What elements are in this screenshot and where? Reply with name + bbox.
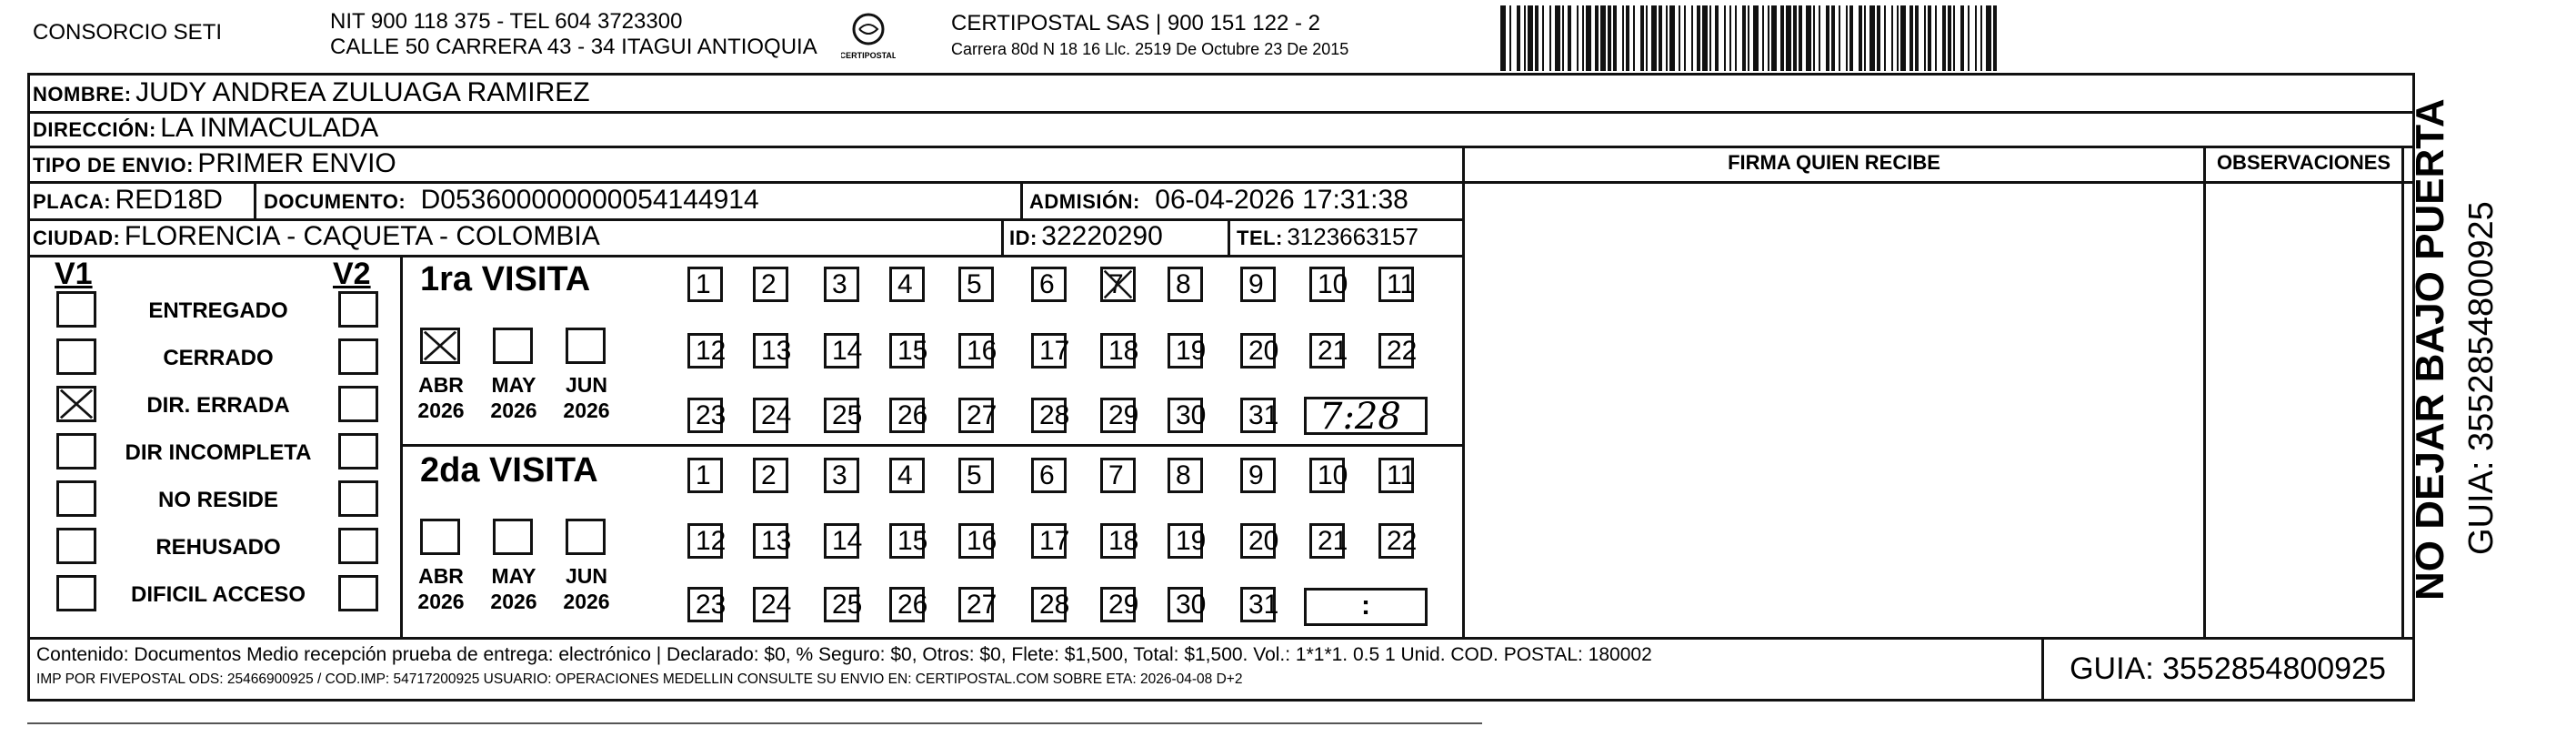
nombre-row bbox=[33, 76, 590, 109]
second-visit-time-box[interactable] bbox=[1304, 588, 1428, 626]
day-number: 20 bbox=[1248, 526, 1279, 556]
day-number: 2 bbox=[761, 269, 777, 299]
v2-checkbox[interactable] bbox=[338, 575, 378, 611]
day-15-box[interactable] bbox=[889, 333, 928, 368]
barcode bbox=[1500, 5, 2223, 71]
day-22-box[interactable] bbox=[1378, 333, 1418, 368]
day-18-box[interactable] bbox=[1100, 333, 1139, 368]
day-number: 10 bbox=[1318, 269, 1348, 299]
day-number: 25 bbox=[832, 400, 863, 430]
day-4-box[interactable] bbox=[889, 458, 925, 493]
day-12-box[interactable] bbox=[687, 523, 727, 559]
day-number: 13 bbox=[761, 526, 792, 556]
day-number: 22 bbox=[1387, 526, 1418, 556]
status-label: DIFICIL ACCESO bbox=[130, 582, 306, 607]
v2-label: V2 bbox=[333, 257, 371, 291]
day-22-box[interactable] bbox=[1378, 523, 1418, 559]
day-number: 4 bbox=[897, 269, 913, 299]
v1-checkbox[interactable] bbox=[56, 291, 96, 328]
tel-label: TEL: bbox=[1237, 227, 1283, 249]
year-label: 2026 bbox=[563, 399, 610, 422]
day-number: 24 bbox=[761, 590, 792, 620]
day-number: 30 bbox=[1176, 400, 1207, 430]
documento-label: DOCUMENTO: bbox=[264, 190, 406, 213]
day-number: 11 bbox=[1387, 460, 1416, 490]
day-number: 12 bbox=[696, 336, 727, 366]
day-15-box[interactable] bbox=[889, 523, 928, 559]
day-number: 4 bbox=[897, 460, 913, 490]
day-number: 3 bbox=[832, 460, 847, 490]
status-label: DIR. ERRADA bbox=[146, 393, 290, 418]
day-11-box[interactable] bbox=[1378, 267, 1414, 302]
day-7-box[interactable] bbox=[1100, 458, 1136, 493]
company-name: CONSORCIO SETI bbox=[33, 20, 223, 45]
day-number: 23 bbox=[696, 590, 727, 620]
day-7-box[interactable] bbox=[1100, 267, 1136, 302]
day-number: 16 bbox=[967, 336, 997, 366]
day-number: 27 bbox=[967, 590, 997, 620]
tel-row bbox=[1237, 220, 1418, 253]
month-checkbox[interactable] bbox=[420, 519, 460, 555]
ciudad-value: FLORENCIA - CAQUETA - COLOMBIA bbox=[124, 221, 600, 251]
day-number: 19 bbox=[1176, 336, 1207, 366]
day-number: 16 bbox=[967, 526, 997, 556]
day-5-box[interactable] bbox=[958, 267, 994, 302]
observaciones-header: OBSERVACIONES bbox=[2216, 151, 2391, 174]
day-number: 28 bbox=[1039, 400, 1070, 430]
day-number: 23 bbox=[696, 400, 727, 430]
day-2-box[interactable] bbox=[753, 267, 788, 302]
day-number: 25 bbox=[832, 590, 863, 620]
day-number: 26 bbox=[897, 400, 928, 430]
day-number: 14 bbox=[832, 336, 863, 366]
day-number: 18 bbox=[1108, 526, 1139, 556]
status-label: REHUSADO bbox=[155, 535, 281, 560]
day-number: 3 bbox=[832, 269, 847, 299]
placa-value: RED18D bbox=[115, 185, 223, 215]
day-14-box[interactable] bbox=[824, 523, 863, 559]
month-label: MAY bbox=[491, 564, 536, 588]
day-number: 21 bbox=[1318, 336, 1348, 366]
day-30-box[interactable] bbox=[1168, 587, 1207, 622]
day-number: 29 bbox=[1108, 590, 1139, 620]
first-visit-title: 1ra VISITA bbox=[420, 260, 591, 298]
day-number: 2 bbox=[761, 460, 777, 490]
day-number: 9 bbox=[1248, 269, 1264, 299]
day-number: 29 bbox=[1108, 400, 1139, 430]
day-1-box[interactable] bbox=[687, 458, 723, 493]
day-5-box[interactable] bbox=[958, 458, 994, 493]
day-number: 26 bbox=[897, 590, 928, 620]
day-number: 12 bbox=[696, 526, 727, 556]
year-label: 2026 bbox=[490, 399, 537, 422]
day-number: 24 bbox=[761, 400, 792, 430]
month-checkbox[interactable] bbox=[566, 328, 606, 364]
v1-checkbox[interactable] bbox=[56, 386, 96, 422]
day-9-box[interactable] bbox=[1240, 267, 1276, 302]
day-number: 1 bbox=[696, 269, 711, 299]
day-23-box[interactable] bbox=[687, 587, 727, 622]
year-label: 2026 bbox=[490, 590, 537, 613]
ciudad-label: CIUDAD: bbox=[33, 227, 121, 249]
month-label: ABR bbox=[418, 373, 464, 397]
day-3-box[interactable] bbox=[824, 458, 859, 493]
day-20-box[interactable] bbox=[1240, 523, 1279, 559]
v2-checkbox[interactable] bbox=[338, 338, 378, 375]
v1-label: V1 bbox=[55, 257, 93, 291]
placa-row bbox=[33, 184, 223, 217]
day-number: 7 bbox=[1108, 460, 1124, 490]
day-number: 10 bbox=[1318, 460, 1348, 490]
day-16-box[interactable] bbox=[958, 523, 997, 559]
v1-checkbox[interactable] bbox=[56, 575, 96, 611]
first-visit-time-box[interactable] bbox=[1304, 396, 1428, 438]
month-label: ABR bbox=[418, 564, 464, 588]
documento-value: D053600000000054144914 bbox=[420, 185, 759, 215]
day-3-box[interactable] bbox=[824, 267, 859, 302]
day-number: 5 bbox=[967, 460, 982, 490]
day-30-box[interactable] bbox=[1168, 398, 1207, 433]
footer-contenido: Contenido: Documentos Medio recepción prueba de entrega: electrónico | Declarado: $0, % Seguro: $0, Otros: $0, Flete: $1,500, Total: $1,500. Vol.: 1*1*1. 0.5 1 Unid. COD. POSTAL: 180002 bbox=[36, 644, 1652, 665]
month-label: MAY bbox=[491, 373, 536, 397]
day-18-box[interactable] bbox=[1100, 523, 1139, 559]
side-warning: NO DEJAR BAJO PUERTA bbox=[2408, 98, 2452, 601]
day-21-box[interactable] bbox=[1309, 523, 1348, 559]
v1-checkbox[interactable] bbox=[56, 338, 96, 375]
day-number: 30 bbox=[1176, 590, 1207, 620]
day-number: 7 bbox=[1108, 269, 1124, 299]
day-number: 6 bbox=[1039, 269, 1055, 299]
day-number: 17 bbox=[1039, 336, 1070, 366]
day-13-box[interactable] bbox=[753, 523, 792, 559]
day-number: 31 bbox=[1248, 400, 1279, 430]
day-number: 31 bbox=[1248, 590, 1279, 620]
v2-checkbox[interactable] bbox=[338, 291, 378, 328]
id-label: ID: bbox=[1009, 227, 1037, 249]
certipostal-logo bbox=[841, 9, 896, 64]
day-1-box[interactable] bbox=[687, 267, 723, 302]
day-8-box[interactable] bbox=[1168, 458, 1203, 493]
day-number: 19 bbox=[1176, 526, 1207, 556]
status-label: DIR INCOMPLETA bbox=[125, 440, 312, 465]
v2-checkbox[interactable] bbox=[338, 386, 378, 422]
id-value: 32220290 bbox=[1041, 221, 1163, 251]
day-27-box[interactable] bbox=[958, 587, 997, 622]
day-8-box[interactable] bbox=[1168, 267, 1203, 302]
day-11-box[interactable] bbox=[1378, 458, 1414, 493]
side-guia: GUIA: 3552854800925 bbox=[2462, 201, 2501, 555]
day-number: 15 bbox=[897, 336, 928, 366]
month-label: JUN bbox=[565, 373, 607, 397]
month-checkbox[interactable] bbox=[493, 328, 533, 364]
direccion-row bbox=[33, 112, 378, 145]
day-number: 20 bbox=[1248, 336, 1279, 366]
carrier-address: Carrera 80d N 18 16 Llc. 2519 De Octubre 23 De 2015 bbox=[951, 40, 1349, 58]
day-4-box[interactable] bbox=[889, 267, 925, 302]
day-number: 5 bbox=[967, 269, 982, 299]
status-label: CERRADO bbox=[163, 346, 274, 370]
day-31-box[interactable] bbox=[1240, 398, 1279, 433]
month-checkbox[interactable] bbox=[566, 519, 606, 555]
day-number: 14 bbox=[832, 526, 863, 556]
day-number: 28 bbox=[1039, 590, 1070, 620]
nombre-value: JUDY ANDREA ZULUAGA RAMIREZ bbox=[135, 77, 590, 107]
year-label: 2026 bbox=[417, 590, 465, 613]
firma-header: FIRMA QUIEN RECIBE bbox=[1728, 151, 1940, 174]
documento-row bbox=[264, 184, 759, 217]
day-25-box[interactable] bbox=[824, 398, 863, 433]
day-9-box[interactable] bbox=[1240, 458, 1276, 493]
nit-line: NIT 900 118 375 - TEL 604 3723300 bbox=[330, 9, 683, 34]
footer-guia: GUIA: 3552854800925 bbox=[2070, 651, 2386, 686]
day-number: 21 bbox=[1318, 526, 1348, 556]
day-10-box[interactable] bbox=[1309, 267, 1348, 302]
second-visit-time: : bbox=[1361, 591, 1370, 621]
day-number: 6 bbox=[1039, 460, 1055, 490]
day-6-box[interactable] bbox=[1031, 267, 1067, 302]
id-row bbox=[1009, 220, 1163, 253]
v2-checkbox[interactable] bbox=[338, 480, 378, 517]
day-number: 17 bbox=[1039, 526, 1070, 556]
day-29-box[interactable] bbox=[1100, 587, 1139, 622]
direccion-value: LA INMACULADA bbox=[160, 113, 379, 143]
day-19-box[interactable] bbox=[1168, 333, 1207, 368]
day-12-box[interactable] bbox=[687, 333, 727, 368]
day-17-box[interactable] bbox=[1031, 523, 1070, 559]
day-2-box[interactable] bbox=[753, 458, 788, 493]
second-visit-title: 2da VISITA bbox=[420, 451, 598, 490]
v1-checkbox[interactable] bbox=[56, 528, 96, 564]
day-28-box[interactable] bbox=[1031, 398, 1070, 433]
month-checkbox[interactable] bbox=[493, 519, 533, 555]
v1-checkbox[interactable] bbox=[56, 433, 96, 469]
day-26-box[interactable] bbox=[889, 587, 928, 622]
day-23-box[interactable] bbox=[687, 398, 727, 433]
ciudad-row bbox=[33, 220, 600, 253]
day-17-box[interactable] bbox=[1031, 333, 1070, 368]
footer-imp: IMP POR FIVEPOSTAL ODS: 25466900925 / COD.IMP: 54717200925 USUARIO: OPERACIONES MEDELLIN CONSULTE SU ENVIO EN: CERTIPOSTAL.COM SOBRE ETA: 2026-04-08 D+2 bbox=[36, 671, 1243, 687]
day-20-box[interactable] bbox=[1240, 333, 1279, 368]
day-16-box[interactable] bbox=[958, 333, 997, 368]
day-number: 27 bbox=[967, 400, 997, 430]
nombre-label: NOMBRE: bbox=[33, 83, 132, 106]
day-number: 1 bbox=[696, 460, 711, 490]
day-number: 8 bbox=[1176, 460, 1191, 490]
day-14-box[interactable] bbox=[824, 333, 863, 368]
day-31-box[interactable] bbox=[1240, 587, 1279, 622]
day-number: 22 bbox=[1387, 336, 1418, 366]
year-label: 2026 bbox=[563, 590, 610, 613]
v2-checkbox[interactable] bbox=[338, 528, 378, 564]
direccion-label: DIRECCIÓN: bbox=[33, 118, 156, 141]
day-24-box[interactable] bbox=[753, 587, 792, 622]
day-number: 13 bbox=[761, 336, 792, 366]
day-number: 15 bbox=[897, 526, 928, 556]
admision-label: ADMISIÓN: bbox=[1029, 190, 1140, 213]
day-number: 8 bbox=[1176, 269, 1191, 299]
status-label: ENTREGADO bbox=[148, 298, 288, 323]
day-27-box[interactable] bbox=[958, 398, 997, 433]
admision-row bbox=[1029, 184, 1408, 217]
day-29-box[interactable] bbox=[1100, 398, 1139, 433]
day-10-box[interactable] bbox=[1309, 458, 1348, 493]
month-label: JUN bbox=[565, 564, 607, 588]
day-number: 9 bbox=[1248, 460, 1264, 490]
day-28-box[interactable] bbox=[1031, 587, 1070, 622]
day-25-box[interactable] bbox=[824, 587, 863, 622]
v1-checkbox[interactable] bbox=[56, 480, 96, 517]
v2-checkbox[interactable] bbox=[338, 433, 378, 469]
month-checkbox[interactable] bbox=[420, 328, 460, 364]
placa-label: PLACA: bbox=[33, 190, 112, 213]
first-visit-time: 7:28 bbox=[1319, 396, 1401, 438]
day-13-box[interactable] bbox=[753, 333, 792, 368]
admision-value: 06-04-2026 17:31:38 bbox=[1155, 185, 1408, 215]
day-19-box[interactable] bbox=[1168, 523, 1207, 559]
tipo-envio-row bbox=[33, 147, 396, 180]
status-label: NO RESIDE bbox=[157, 488, 279, 512]
carrier-line: CERTIPOSTAL SAS | 900 151 122 - 2 bbox=[951, 11, 1320, 35]
day-24-box[interactable] bbox=[753, 398, 792, 433]
day-number: 11 bbox=[1387, 269, 1416, 299]
day-26-box[interactable] bbox=[889, 398, 928, 433]
year-label: 2026 bbox=[417, 399, 465, 422]
tipo-envio-label: TIPO DE ENVIO: bbox=[33, 154, 194, 177]
tel-value: 3123663157 bbox=[1287, 223, 1418, 250]
day-number: 18 bbox=[1108, 336, 1139, 366]
svg-text:CERTIPOSTAL: CERTIPOSTAL bbox=[841, 51, 896, 60]
company-address: CALLE 50 CARRERA 43 - 34 ITAGUI ANTIOQUIA bbox=[330, 35, 817, 59]
tipo-envio-value: PRIMER ENVIO bbox=[197, 148, 396, 178]
day-21-box[interactable] bbox=[1309, 333, 1348, 368]
day-6-box[interactable] bbox=[1031, 458, 1067, 493]
